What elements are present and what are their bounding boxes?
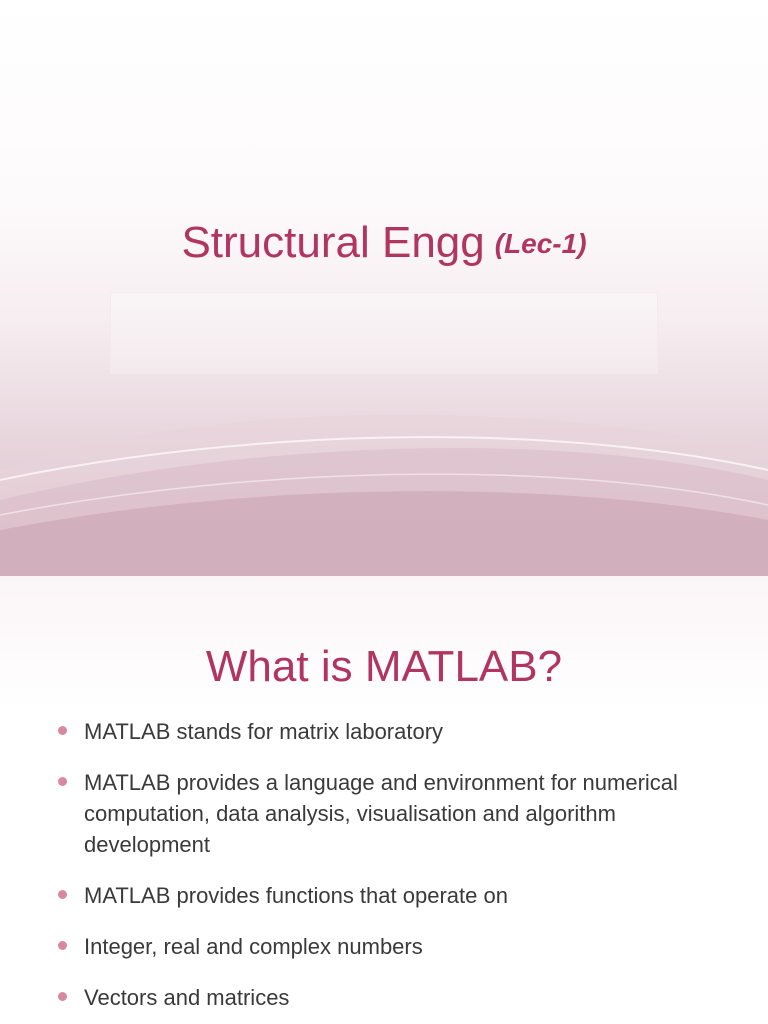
bullet-text: Vectors and matrices xyxy=(84,985,290,1010)
list-item xyxy=(58,716,738,747)
list-item xyxy=(58,982,738,1013)
bullet-dot-icon xyxy=(58,726,67,735)
bullet-dot-icon xyxy=(58,992,67,1001)
bullet-list xyxy=(58,716,738,1024)
subtitle-placeholder xyxy=(110,292,658,374)
bullet-text: MATLAB provides a language and environment for numerical computation, data analysis, visualisation and algorithm development xyxy=(84,770,678,857)
bullet-dot-icon xyxy=(58,890,67,899)
bullet-dot-icon xyxy=(58,941,67,950)
bullet-text: Integer, real and complex numbers xyxy=(84,934,423,959)
slide-title xyxy=(0,215,768,276)
bullet-text: MATLAB provides functions that operate on xyxy=(84,883,508,908)
content-slide xyxy=(0,576,768,1024)
title-sub: (Lec-1) xyxy=(494,228,587,259)
list-item xyxy=(58,767,738,860)
list-item xyxy=(58,880,738,911)
title-main: Structural Engg xyxy=(181,218,485,267)
bullet-dot-icon xyxy=(58,777,67,786)
slide-heading: What is MATLAB? xyxy=(205,642,563,691)
list-item xyxy=(58,931,738,962)
bullet-text: MATLAB stands for matrix laboratory xyxy=(84,719,444,744)
